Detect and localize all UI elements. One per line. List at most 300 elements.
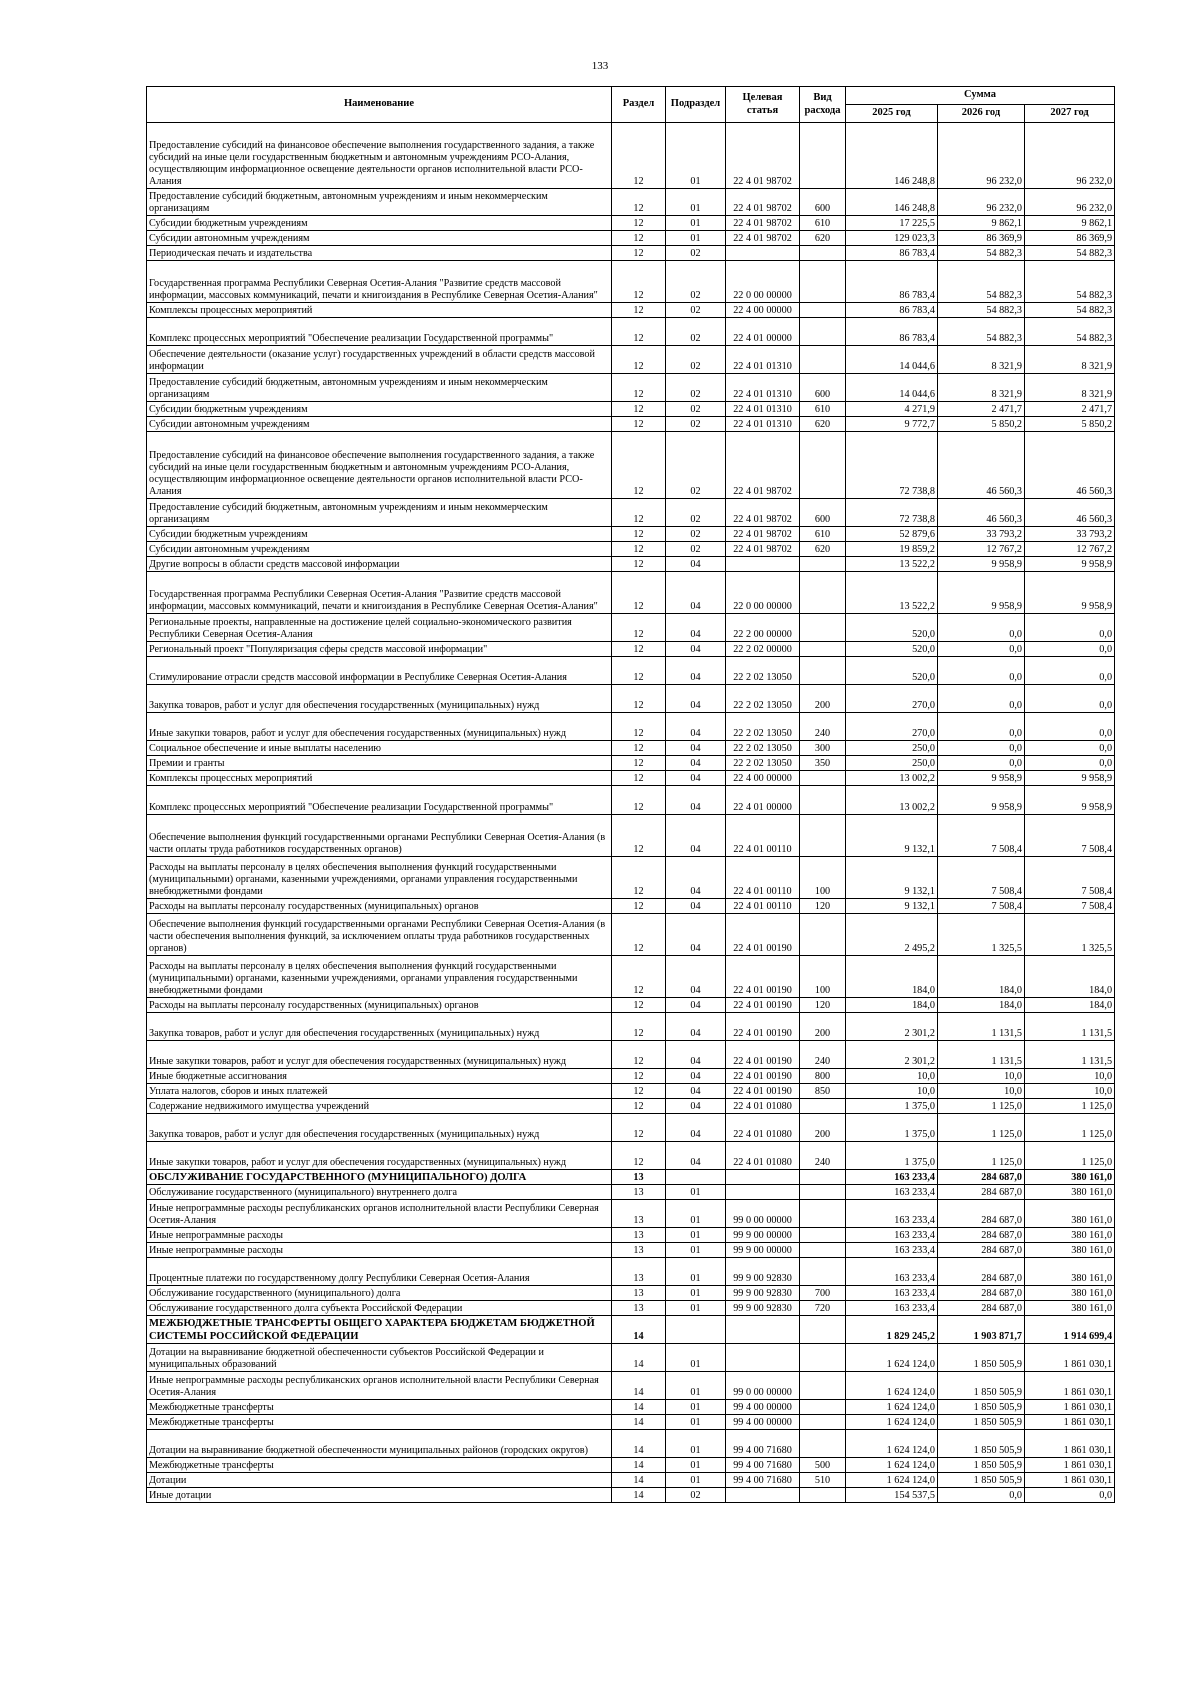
table-row bbox=[147, 1084, 1115, 1099]
table-row bbox=[147, 557, 1115, 572]
row-section: 14 bbox=[612, 1430, 666, 1458]
row-target: 99 9 00 92830 bbox=[726, 1258, 800, 1286]
row-sum-2025: 184,0 bbox=[846, 998, 938, 1013]
row-target bbox=[726, 1316, 800, 1344]
row-name: Государственная программа Республики Северная Осетия-Алания "Развитие средств массовой информации, массовых коммуникаций, печати и книгоиздания в Республике Северная Осетия-Алания" bbox=[147, 572, 612, 614]
row-name: Предоставление субсидий на финансовое обеспечение выполнения государственного задания, а также субсидий на иные цели государственным бюджетным и автономным учреждениям РСО-Алания, осуществляющим информационное освещение деятельности органов исполнительной власти РСО-Алания bbox=[147, 432, 612, 499]
header-section: Раздел bbox=[612, 87, 666, 123]
row-name: Комплекс процессных мероприятий "Обеспечение реализации Государственной программы" bbox=[147, 786, 612, 815]
row-sum-2026: 1 850 505,9 bbox=[938, 1473, 1025, 1488]
row-subsection: 01 bbox=[666, 1200, 726, 1228]
table-row bbox=[147, 741, 1115, 756]
row-target: 22 2 02 00000 bbox=[726, 642, 800, 657]
row-subsection: 04 bbox=[666, 1041, 726, 1069]
row-sum-2026: 0,0 bbox=[938, 741, 1025, 756]
row-expense: 620 bbox=[800, 231, 846, 246]
row-expense bbox=[800, 1344, 846, 1372]
row-subsection: 04 bbox=[666, 771, 726, 786]
row-name: Региональный проект "Популяризация сферы средств массовой информации" bbox=[147, 642, 612, 657]
row-sum-2025: 9 772,7 bbox=[846, 417, 938, 432]
header-sum: Сумма bbox=[846, 87, 1115, 105]
table-row bbox=[147, 542, 1115, 557]
row-sum-2027: 380 161,0 bbox=[1025, 1185, 1115, 1200]
row-section: 12 bbox=[612, 1114, 666, 1142]
row-sum-2026: 5 850,2 bbox=[938, 417, 1025, 432]
row-target: 22 2 00 00000 bbox=[726, 614, 800, 642]
row-sum-2025: 163 233,4 bbox=[846, 1185, 938, 1200]
row-section: 12 bbox=[612, 432, 666, 499]
row-section: 12 bbox=[612, 246, 666, 261]
row-sum-2026: 46 560,3 bbox=[938, 499, 1025, 527]
table-row bbox=[147, 1013, 1115, 1041]
row-sum-2027: 1 861 030,1 bbox=[1025, 1458, 1115, 1473]
row-subsection: 04 bbox=[666, 857, 726, 899]
row-subsection: 02 bbox=[666, 246, 726, 261]
row-name: Обеспечение выполнения функций государственными органами Республики Северная Осетия-Алания (в части оплаты труда работников государственных органов) bbox=[147, 815, 612, 857]
row-sum-2026: 1 850 505,9 bbox=[938, 1372, 1025, 1400]
row-section: 13 bbox=[612, 1258, 666, 1286]
row-sum-2027: 380 161,0 bbox=[1025, 1200, 1115, 1228]
header-target: Целевая статья bbox=[726, 87, 800, 123]
row-sum-2026: 184,0 bbox=[938, 956, 1025, 998]
row-target: 22 2 02 13050 bbox=[726, 741, 800, 756]
row-target: 22 4 00 00000 bbox=[726, 303, 800, 318]
row-expense: 610 bbox=[800, 527, 846, 542]
row-expense bbox=[800, 614, 846, 642]
row-target: 22 4 01 01080 bbox=[726, 1099, 800, 1114]
table-row bbox=[147, 1185, 1115, 1200]
row-section: 12 bbox=[612, 499, 666, 527]
row-subsection: 04 bbox=[666, 614, 726, 642]
row-sum-2027: 1 861 030,1 bbox=[1025, 1400, 1115, 1415]
row-section: 12 bbox=[612, 123, 666, 189]
row-target: 22 4 01 01080 bbox=[726, 1114, 800, 1142]
row-sum-2027: 96 232,0 bbox=[1025, 189, 1115, 216]
row-expense bbox=[800, 1415, 846, 1430]
table-row bbox=[147, 123, 1115, 189]
row-sum-2026: 1 125,0 bbox=[938, 1099, 1025, 1114]
row-subsection: 04 bbox=[666, 1142, 726, 1170]
row-sum-2027: 0,0 bbox=[1025, 614, 1115, 642]
row-expense: 240 bbox=[800, 1041, 846, 1069]
row-expense: 510 bbox=[800, 1473, 846, 1488]
row-section: 12 bbox=[612, 956, 666, 998]
row-sum-2027: 86 369,9 bbox=[1025, 231, 1115, 246]
row-sum-2025: 72 738,8 bbox=[846, 432, 938, 499]
row-subsection: 02 bbox=[666, 374, 726, 402]
table-row bbox=[147, 374, 1115, 402]
table-row bbox=[147, 527, 1115, 542]
row-section: 12 bbox=[612, 417, 666, 432]
row-target: 22 4 01 00190 bbox=[726, 956, 800, 998]
row-section: 12 bbox=[612, 1142, 666, 1170]
row-subsection: 04 bbox=[666, 657, 726, 685]
row-expense bbox=[800, 771, 846, 786]
row-sum-2026: 9 862,1 bbox=[938, 216, 1025, 231]
row-expense bbox=[800, 261, 846, 303]
row-subsection: 04 bbox=[666, 1069, 726, 1084]
row-sum-2025: 520,0 bbox=[846, 642, 938, 657]
row-subsection: 02 bbox=[666, 499, 726, 527]
row-expense bbox=[800, 1488, 846, 1503]
row-subsection: 01 bbox=[666, 1258, 726, 1286]
row-sum-2025: 184,0 bbox=[846, 956, 938, 998]
row-target bbox=[726, 1344, 800, 1372]
row-section: 12 bbox=[612, 857, 666, 899]
row-expense bbox=[800, 303, 846, 318]
row-expense: 240 bbox=[800, 1142, 846, 1170]
row-sum-2027: 8 321,9 bbox=[1025, 346, 1115, 374]
row-expense bbox=[800, 1430, 846, 1458]
row-sum-2025: 1 624 124,0 bbox=[846, 1473, 938, 1488]
row-section: 13 bbox=[612, 1170, 666, 1185]
row-name: Обслуживание государственного (муниципального) долга bbox=[147, 1286, 612, 1301]
row-sum-2027: 1 325,5 bbox=[1025, 914, 1115, 956]
row-expense bbox=[800, 1200, 846, 1228]
row-sum-2027: 0,0 bbox=[1025, 642, 1115, 657]
row-name: Субсидии бюджетным учреждениям bbox=[147, 527, 612, 542]
row-sum-2025: 1 624 124,0 bbox=[846, 1400, 938, 1415]
header-expense: Вид расхода bbox=[800, 87, 846, 123]
row-expense: 720 bbox=[800, 1301, 846, 1316]
row-section: 14 bbox=[612, 1473, 666, 1488]
table-row bbox=[147, 1372, 1115, 1400]
row-name: Межбюджетные трансферты bbox=[147, 1415, 612, 1430]
table-row bbox=[147, 786, 1115, 815]
row-target: 22 0 00 00000 bbox=[726, 572, 800, 614]
table-row bbox=[147, 1415, 1115, 1430]
row-subsection: 01 bbox=[666, 1372, 726, 1400]
row-sum-2027: 0,0 bbox=[1025, 657, 1115, 685]
row-sum-2027: 0,0 bbox=[1025, 741, 1115, 756]
row-sum-2027: 54 882,3 bbox=[1025, 246, 1115, 261]
row-name: Субсидии бюджетным учреждениям bbox=[147, 216, 612, 231]
row-sum-2025: 10,0 bbox=[846, 1084, 938, 1099]
row-target: 22 4 01 98702 bbox=[726, 432, 800, 499]
table-row bbox=[147, 899, 1115, 914]
row-sum-2026: 9 958,9 bbox=[938, 786, 1025, 815]
row-sum-2026: 0,0 bbox=[938, 685, 1025, 713]
row-name: Периодическая печать и издательства bbox=[147, 246, 612, 261]
table-row bbox=[147, 1200, 1115, 1228]
row-sum-2027: 46 560,3 bbox=[1025, 432, 1115, 499]
row-sum-2026: 86 369,9 bbox=[938, 231, 1025, 246]
table-row bbox=[147, 1243, 1115, 1258]
row-section: 12 bbox=[612, 231, 666, 246]
table-row bbox=[147, 303, 1115, 318]
header-2025: 2025 год bbox=[846, 105, 938, 123]
row-expense bbox=[800, 1400, 846, 1415]
row-target: 22 4 01 00190 bbox=[726, 914, 800, 956]
row-sum-2026: 7 508,4 bbox=[938, 857, 1025, 899]
row-name: Межбюджетные трансферты bbox=[147, 1400, 612, 1415]
row-section: 12 bbox=[612, 998, 666, 1013]
row-expense: 850 bbox=[800, 1084, 846, 1099]
row-section: 12 bbox=[612, 189, 666, 216]
row-subsection: 04 bbox=[666, 572, 726, 614]
table-row bbox=[147, 1473, 1115, 1488]
row-sum-2025: 129 023,3 bbox=[846, 231, 938, 246]
row-sum-2025: 1 624 124,0 bbox=[846, 1458, 938, 1473]
row-sum-2025: 1 624 124,0 bbox=[846, 1372, 938, 1400]
row-expense: 800 bbox=[800, 1069, 846, 1084]
row-sum-2027: 0,0 bbox=[1025, 1488, 1115, 1503]
row-subsection: 02 bbox=[666, 417, 726, 432]
row-sum-2027: 9 862,1 bbox=[1025, 216, 1115, 231]
row-target bbox=[726, 1488, 800, 1503]
row-target: 22 4 01 00190 bbox=[726, 1069, 800, 1084]
header-subsection: Подраздел bbox=[666, 87, 726, 123]
row-expense bbox=[800, 642, 846, 657]
row-name: Расходы на выплаты персоналу в целях обеспечения выполнения функций государственными (муниципальными) органами, казенными учреждениями, органами управления государственными внебюджетными фондами bbox=[147, 956, 612, 998]
row-section: 12 bbox=[612, 374, 666, 402]
row-name: Другие вопросы в области средств массовой информации bbox=[147, 557, 612, 572]
row-target: 22 4 01 00110 bbox=[726, 857, 800, 899]
row-expense: 700 bbox=[800, 1286, 846, 1301]
row-section: 12 bbox=[612, 542, 666, 557]
row-sum-2025: 72 738,8 bbox=[846, 499, 938, 527]
row-subsection: 02 bbox=[666, 1488, 726, 1503]
table-row bbox=[147, 1114, 1115, 1142]
row-sum-2025: 52 879,6 bbox=[846, 527, 938, 542]
row-target: 99 4 00 71680 bbox=[726, 1458, 800, 1473]
row-name: Дотации bbox=[147, 1473, 612, 1488]
row-subsection: 04 bbox=[666, 998, 726, 1013]
table-row bbox=[147, 1301, 1115, 1316]
row-sum-2025: 154 537,5 bbox=[846, 1488, 938, 1503]
row-section: 12 bbox=[612, 741, 666, 756]
row-subsection bbox=[666, 1316, 726, 1344]
row-sum-2025: 146 248,8 bbox=[846, 189, 938, 216]
row-sum-2026: 1 850 505,9 bbox=[938, 1415, 1025, 1430]
row-subsection: 01 bbox=[666, 231, 726, 246]
row-sum-2027: 54 882,3 bbox=[1025, 318, 1115, 346]
budget-table bbox=[146, 86, 1115, 1503]
row-sum-2026: 54 882,3 bbox=[938, 303, 1025, 318]
row-expense: 620 bbox=[800, 542, 846, 557]
row-sum-2025: 86 783,4 bbox=[846, 303, 938, 318]
row-sum-2025: 4 271,9 bbox=[846, 402, 938, 417]
row-expense: 120 bbox=[800, 899, 846, 914]
row-subsection: 02 bbox=[666, 542, 726, 557]
row-sum-2025: 17 225,5 bbox=[846, 216, 938, 231]
row-subsection: 04 bbox=[666, 1084, 726, 1099]
row-name: Иные бюджетные ассигнования bbox=[147, 1069, 612, 1084]
row-expense: 100 bbox=[800, 857, 846, 899]
row-subsection: 01 bbox=[666, 1458, 726, 1473]
row-subsection: 04 bbox=[666, 1099, 726, 1114]
row-section: 12 bbox=[612, 771, 666, 786]
row-subsection: 04 bbox=[666, 1013, 726, 1041]
row-name: Субсидии бюджетным учреждениям bbox=[147, 402, 612, 417]
row-target: 22 4 01 00190 bbox=[726, 1041, 800, 1069]
row-sum-2027: 0,0 bbox=[1025, 713, 1115, 741]
row-expense: 620 bbox=[800, 417, 846, 432]
row-target: 22 4 01 00190 bbox=[726, 1013, 800, 1041]
row-target bbox=[726, 557, 800, 572]
row-expense: 300 bbox=[800, 741, 846, 756]
row-sum-2025: 86 783,4 bbox=[846, 261, 938, 303]
row-sum-2027: 9 958,9 bbox=[1025, 786, 1115, 815]
row-sum-2026: 284 687,0 bbox=[938, 1286, 1025, 1301]
row-expense: 610 bbox=[800, 216, 846, 231]
row-section: 12 bbox=[612, 346, 666, 374]
row-sum-2025: 146 248,8 bbox=[846, 123, 938, 189]
row-sum-2025: 163 233,4 bbox=[846, 1200, 938, 1228]
row-sum-2025: 9 132,1 bbox=[846, 857, 938, 899]
row-sum-2025: 86 783,4 bbox=[846, 246, 938, 261]
row-sum-2026: 284 687,0 bbox=[938, 1301, 1025, 1316]
row-target: 22 2 02 13050 bbox=[726, 685, 800, 713]
row-sum-2025: 270,0 bbox=[846, 685, 938, 713]
row-expense bbox=[800, 1243, 846, 1258]
row-sum-2026: 12 767,2 bbox=[938, 542, 1025, 557]
table-row bbox=[147, 318, 1115, 346]
row-sum-2025: 86 783,4 bbox=[846, 318, 938, 346]
row-name: Закупка товаров, работ и услуг для обеспечения государственных (муниципальных) нужд bbox=[147, 685, 612, 713]
row-target: 22 2 02 13050 bbox=[726, 713, 800, 741]
row-sum-2027: 8 321,9 bbox=[1025, 374, 1115, 402]
row-section: 12 bbox=[612, 914, 666, 956]
row-subsection: 01 bbox=[666, 1430, 726, 1458]
row-target: 99 9 00 00000 bbox=[726, 1243, 800, 1258]
table-row bbox=[147, 1069, 1115, 1084]
row-sum-2026: 10,0 bbox=[938, 1069, 1025, 1084]
table-row bbox=[147, 815, 1115, 857]
row-sum-2027: 380 161,0 bbox=[1025, 1170, 1115, 1185]
row-subsection: 01 bbox=[666, 1415, 726, 1430]
table-row bbox=[147, 642, 1115, 657]
row-sum-2026: 1 850 505,9 bbox=[938, 1344, 1025, 1372]
row-subsection: 01 bbox=[666, 189, 726, 216]
row-section: 14 bbox=[612, 1458, 666, 1473]
row-expense: 240 bbox=[800, 713, 846, 741]
row-sum-2025: 9 132,1 bbox=[846, 899, 938, 914]
row-section: 12 bbox=[612, 614, 666, 642]
row-sum-2025: 1 375,0 bbox=[846, 1142, 938, 1170]
table-row bbox=[147, 685, 1115, 713]
row-sum-2026: 1 125,0 bbox=[938, 1114, 1025, 1142]
row-sum-2027: 5 850,2 bbox=[1025, 417, 1115, 432]
row-sum-2026: 0,0 bbox=[938, 756, 1025, 771]
table-row bbox=[147, 857, 1115, 899]
row-sum-2026: 284 687,0 bbox=[938, 1185, 1025, 1200]
row-target: 99 4 00 00000 bbox=[726, 1415, 800, 1430]
row-target: 22 4 01 01310 bbox=[726, 346, 800, 374]
row-sum-2026: 284 687,0 bbox=[938, 1170, 1025, 1185]
row-section: 14 bbox=[612, 1415, 666, 1430]
row-subsection: 01 bbox=[666, 1185, 726, 1200]
row-sum-2027: 0,0 bbox=[1025, 756, 1115, 771]
row-target: 99 9 00 92830 bbox=[726, 1286, 800, 1301]
row-expense: 500 bbox=[800, 1458, 846, 1473]
row-sum-2027: 1 125,0 bbox=[1025, 1099, 1115, 1114]
row-section: 13 bbox=[612, 1243, 666, 1258]
row-sum-2026: 0,0 bbox=[938, 614, 1025, 642]
row-name: Содержание недвижимого имущества учреждений bbox=[147, 1099, 612, 1114]
table-row bbox=[147, 572, 1115, 614]
row-section: 12 bbox=[612, 216, 666, 231]
row-name: Закупка товаров, работ и услуг для обеспечения государственных (муниципальных) нужд bbox=[147, 1114, 612, 1142]
table-row bbox=[147, 657, 1115, 685]
row-sum-2025: 163 233,4 bbox=[846, 1243, 938, 1258]
row-expense bbox=[800, 123, 846, 189]
row-expense: 200 bbox=[800, 1013, 846, 1041]
row-sum-2025: 19 859,2 bbox=[846, 542, 938, 557]
row-sum-2026: 1 903 871,7 bbox=[938, 1316, 1025, 1344]
row-sum-2025: 163 233,4 bbox=[846, 1301, 938, 1316]
row-expense: 610 bbox=[800, 402, 846, 417]
row-name: Обеспечение деятельности (оказание услуг) государственных учреждений в области средств массовой информации bbox=[147, 346, 612, 374]
row-sum-2025: 2 495,2 bbox=[846, 914, 938, 956]
row-subsection: 04 bbox=[666, 557, 726, 572]
row-sum-2027: 33 793,2 bbox=[1025, 527, 1115, 542]
table-row bbox=[147, 216, 1115, 231]
row-expense bbox=[800, 1099, 846, 1114]
row-expense bbox=[800, 557, 846, 572]
row-section: 14 bbox=[612, 1372, 666, 1400]
row-name: Расходы на выплаты персоналу в целях обеспечения выполнения функций государственными (муниципальными) органами, казенными учреждениями, органами управления государственными внебюджетными фондами bbox=[147, 857, 612, 899]
row-subsection: 04 bbox=[666, 685, 726, 713]
row-target: 22 2 02 13050 bbox=[726, 657, 800, 685]
row-sum-2027: 380 161,0 bbox=[1025, 1258, 1115, 1286]
row-name: Комплексы процессных мероприятий bbox=[147, 303, 612, 318]
row-subsection: 01 bbox=[666, 1286, 726, 1301]
row-subsection: 02 bbox=[666, 346, 726, 374]
row-section: 13 bbox=[612, 1301, 666, 1316]
row-name: Стимулирование отрасли средств массовой информации в Республике Северная Осетия-Алания bbox=[147, 657, 612, 685]
row-target: 22 4 01 98702 bbox=[726, 189, 800, 216]
table-row bbox=[147, 432, 1115, 499]
row-subsection: 02 bbox=[666, 261, 726, 303]
row-sum-2027: 96 232,0 bbox=[1025, 123, 1115, 189]
page-number: 133 bbox=[591, 60, 609, 72]
row-sum-2026: 8 321,9 bbox=[938, 346, 1025, 374]
row-sum-2026: 33 793,2 bbox=[938, 527, 1025, 542]
row-target: 22 4 01 01310 bbox=[726, 374, 800, 402]
row-sum-2027: 1 125,0 bbox=[1025, 1114, 1115, 1142]
row-sum-2025: 13 522,2 bbox=[846, 557, 938, 572]
table-row bbox=[147, 1142, 1115, 1170]
row-sum-2025: 2 301,2 bbox=[846, 1013, 938, 1041]
row-sum-2027: 1 125,0 bbox=[1025, 1142, 1115, 1170]
row-sum-2027: 46 560,3 bbox=[1025, 499, 1115, 527]
row-sum-2026: 1 125,0 bbox=[938, 1142, 1025, 1170]
row-expense bbox=[800, 1258, 846, 1286]
row-target: 99 4 00 71680 bbox=[726, 1473, 800, 1488]
row-section: 12 bbox=[612, 572, 666, 614]
row-name: Обслуживание государственного долга субъекта Российской Федерации bbox=[147, 1301, 612, 1316]
row-target: 22 4 01 00000 bbox=[726, 318, 800, 346]
header-name: Наименование bbox=[147, 87, 612, 123]
table-row bbox=[147, 756, 1115, 771]
row-sum-2025: 1 624 124,0 bbox=[846, 1344, 938, 1372]
row-section: 12 bbox=[612, 713, 666, 741]
row-section: 12 bbox=[612, 786, 666, 815]
row-expense bbox=[800, 1372, 846, 1400]
row-name: Обеспечение выполнения функций государственными органами Республики Северная Осетия-Алания (в части обеспечения выполнения функций, за исключением оплаты труда работников государственных органов) bbox=[147, 914, 612, 956]
table-row bbox=[147, 402, 1115, 417]
row-target: 22 4 01 01080 bbox=[726, 1142, 800, 1170]
row-sum-2025: 13 002,2 bbox=[846, 786, 938, 815]
row-name: Государственная программа Республики Северная Осетия-Алания "Развитие средств массовой информации, массовых коммуникаций, печати и книгоиздания в Республике Северная Осетия-Алания" bbox=[147, 261, 612, 303]
row-name: Предоставление субсидий бюджетным, автономным учреждениям и иным некоммерческим организациям bbox=[147, 499, 612, 527]
row-section: 12 bbox=[612, 642, 666, 657]
row-name: Субсидии автономным учреждениям bbox=[147, 542, 612, 557]
row-name: Процентные платежи по государственному долгу Республики Северная Осетия-Алания bbox=[147, 1258, 612, 1286]
row-target: 99 0 00 00000 bbox=[726, 1372, 800, 1400]
row-sum-2025: 163 233,4 bbox=[846, 1258, 938, 1286]
